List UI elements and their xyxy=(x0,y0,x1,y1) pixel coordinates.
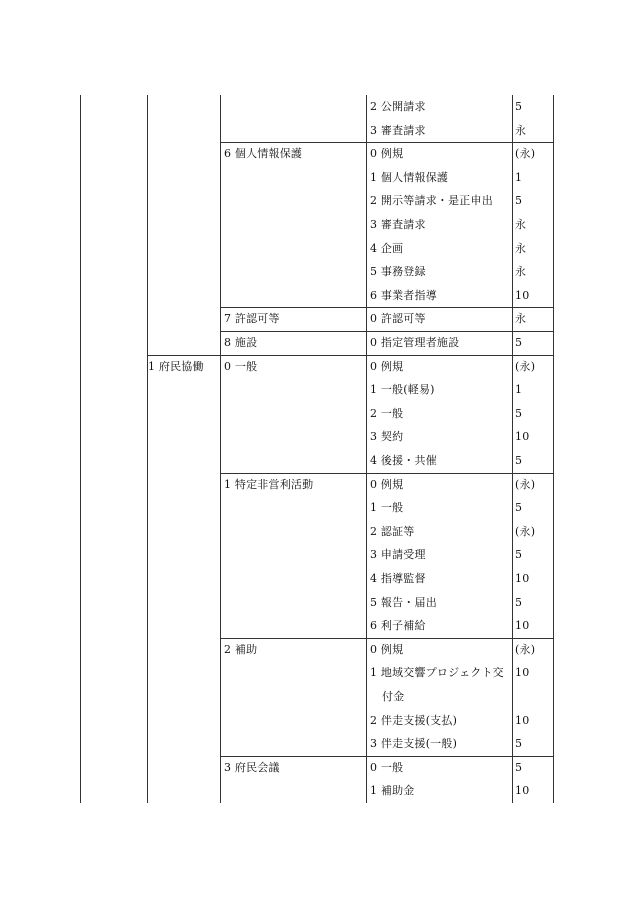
item-cell: 4 企画 xyxy=(370,241,404,255)
row-divider xyxy=(220,331,553,332)
item-cell: 2 伴走支援(支払) xyxy=(370,713,458,727)
retention-period-cell: 1 xyxy=(515,170,523,184)
row-divider xyxy=(220,638,553,639)
item-cell: 0 例規 xyxy=(370,359,404,373)
retention-period-cell: 10 xyxy=(515,713,530,727)
item-cell: 5 報告・届出 xyxy=(370,595,437,609)
column-divider xyxy=(80,95,81,803)
subcategory-cell: 6 個人情報保護 xyxy=(224,147,303,161)
item-cell: 0 一般 xyxy=(370,760,404,774)
retention-period-cell: 10 xyxy=(515,666,530,680)
retention-period-cell: (永) xyxy=(515,524,536,538)
column-divider xyxy=(553,95,554,803)
subcategory-cell: 8 施設 xyxy=(224,336,258,349)
retention-period-cell: 10 xyxy=(515,288,530,302)
retention-period-cell: 永 xyxy=(515,123,527,137)
subcategory-cell: 2 補助 xyxy=(224,642,258,656)
subcategory-cell: 3 府民会議 xyxy=(224,760,280,774)
item-cell-continuation: 付金 xyxy=(382,690,405,703)
retention-period-cell: 永 xyxy=(515,265,527,279)
category-cell: 1 府民協働 xyxy=(148,359,204,373)
item-cell: 3 審査請求 xyxy=(370,218,426,231)
retention-period-cell: 5 xyxy=(515,548,523,562)
item-cell: 0 例規 xyxy=(370,477,404,491)
retention-period-cell: 永 xyxy=(515,312,527,326)
retention-period-cell: 1 xyxy=(515,383,523,397)
retention-period-cell: 10 xyxy=(515,430,530,444)
row-divider xyxy=(220,142,553,143)
item-cell: 3 審査請求 xyxy=(370,123,426,137)
item-cell: 0 例規 xyxy=(370,147,404,161)
retention-period-cell: 5 xyxy=(515,100,523,113)
item-cell: 3 契約 xyxy=(370,430,404,444)
row-divider xyxy=(220,756,553,757)
column-divider xyxy=(147,95,148,803)
retention-period-cell: (永) xyxy=(515,147,536,161)
retention-period-cell: 10 xyxy=(515,619,530,633)
retention-period-cell: 5 xyxy=(515,454,523,467)
item-cell: 2 開示等請求・是正申出 xyxy=(370,194,493,208)
subcategory-cell: 0 一般 xyxy=(224,359,258,373)
records-retention-table xyxy=(80,95,553,803)
retention-period-cell: 永 xyxy=(515,218,527,231)
retention-period-cell: 5 xyxy=(515,501,523,515)
retention-period-cell: 5 xyxy=(515,737,523,751)
item-cell: 4 指導監督 xyxy=(370,572,426,585)
item-cell: 6 事業者指導 xyxy=(370,288,437,302)
item-cell: 0 例規 xyxy=(370,642,404,656)
item-cell: 0 許認可等 xyxy=(370,312,426,326)
row-divider xyxy=(147,355,553,356)
retention-period-cell: 5 xyxy=(515,406,523,420)
item-cell: 1 一般 xyxy=(370,501,404,515)
column-divider xyxy=(220,95,221,803)
retention-period-cell: (永) xyxy=(515,477,536,491)
item-cell: 0 指定管理者施設 xyxy=(370,336,460,349)
retention-period-cell: 5 xyxy=(515,194,523,208)
retention-period-cell: (永) xyxy=(515,359,536,373)
retention-period-cell: 永 xyxy=(515,241,527,255)
retention-period-cell: 5 xyxy=(515,336,523,349)
item-cell: 1 一般(軽易) xyxy=(370,383,435,397)
retention-period-cell: 5 xyxy=(515,760,523,774)
retention-period-cell: 10 xyxy=(515,784,530,798)
item-cell: 6 利子補給 xyxy=(370,619,426,633)
retention-period-cell: (永) xyxy=(515,642,536,656)
item-cell: 1 地域交響プロジェクト交 xyxy=(370,666,504,680)
subcategory-cell: 7 許認可等 xyxy=(224,312,280,326)
row-divider xyxy=(220,473,553,474)
subcategory-cell: 1 特定非営利活動 xyxy=(224,477,314,491)
item-cell: 3 伴走支援(一般) xyxy=(370,737,458,751)
item-cell: 1 個人情報保護 xyxy=(370,170,449,184)
item-cell: 4 後援・共催 xyxy=(370,454,437,467)
item-cell: 5 事務登録 xyxy=(370,265,426,279)
column-divider xyxy=(512,95,513,803)
item-cell: 1 補助金 xyxy=(370,784,415,798)
row-divider xyxy=(220,307,553,308)
item-cell: 3 申請受理 xyxy=(370,548,426,562)
retention-period-cell: 10 xyxy=(515,572,530,585)
retention-period-cell: 5 xyxy=(515,595,523,609)
item-cell: 2 公開請求 xyxy=(370,100,426,113)
item-cell: 2 認証等 xyxy=(370,524,415,538)
item-cell: 2 一般 xyxy=(370,406,404,420)
column-divider xyxy=(366,95,367,803)
